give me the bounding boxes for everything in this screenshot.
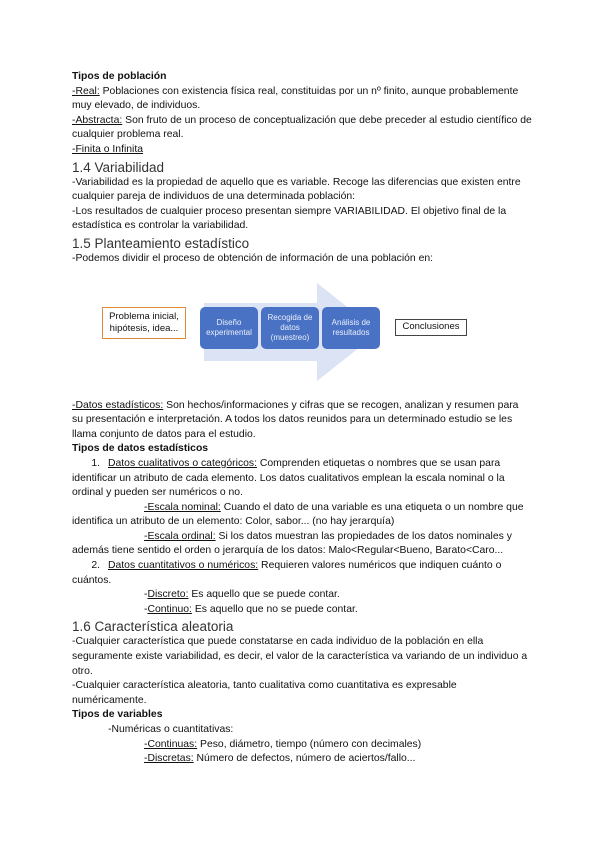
ordinal-paragraph bbox=[72, 530, 532, 559]
discreto-dash: - bbox=[144, 589, 148, 601]
real-paragraph bbox=[72, 85, 532, 114]
continuo-line bbox=[72, 603, 532, 618]
planteamiento-p1: -Podemos dividir el proceso de obtención de información de una población en: bbox=[72, 252, 434, 264]
recogida-pill: Recogida de datos (muestreo) bbox=[261, 307, 319, 349]
discretas-label: -Discretas: bbox=[144, 753, 194, 765]
variabilidad-p2: -Los resultados de cualquier proceso presentan siempre VARIABILIDAD. El objetivo final de la estadística es controlar la variabilidad. bbox=[72, 205, 507, 232]
datos-paragraph bbox=[72, 399, 532, 443]
caracteristica-heading: 1.6 Característica aleatoria bbox=[72, 619, 234, 635]
variabilidad-p1: -Variabilidad es la propiedad de aquello que es variable. Recoge las diferencias que existen entre cualquier pareja de individuos de una determinada población: bbox=[72, 176, 521, 203]
item2-paragraph bbox=[72, 559, 532, 588]
continuo-text: Es aquello que no se puede contar. bbox=[191, 603, 358, 615]
poblacion-title: Tipos de población bbox=[72, 71, 167, 82]
caracteristica-p2: -Cualquier característica aleatoria, tanto cualitativa como cuantitativa es expresable numéricamente. bbox=[72, 680, 457, 706]
conclusiones-box: Conclusiones bbox=[395, 319, 467, 336]
nominal-label: -Escala nominal: bbox=[144, 501, 221, 513]
analisis-pill: Análisis de resultados bbox=[322, 307, 380, 349]
process-diagram bbox=[72, 273, 532, 391]
item2-text: Requieren valores numéricos que indiquen cuánto o cuántos. bbox=[72, 560, 502, 586]
continuo-label: Continuo: bbox=[147, 603, 192, 615]
discreto-line bbox=[72, 588, 532, 603]
abstracta-paragraph bbox=[72, 114, 532, 143]
abstracta-label: -Abstracta: bbox=[72, 114, 123, 126]
discreto-text: Es aquello que se puede contar. bbox=[188, 589, 340, 601]
caracteristica-p1: -Cualquier característica que puede constatarse en cada individuo de la población en ella seguramente existe variabilidad, es decir, el valor de la característica va variando de un individuo a otro. bbox=[72, 636, 528, 677]
ordinal-text: Si los datos muestran las propiedades de los datos nominales y además tiene sentido el orden o jerarquía de los datos: Malo<Regular<Bueno, Barato<Caro... bbox=[72, 530, 512, 557]
tipos-datos-title: Tipos de datos estadísticos bbox=[72, 443, 209, 455]
planteamiento-heading: 1.5 Planteamiento estadístico bbox=[72, 235, 250, 251]
finita-line: -Finita o Infinita bbox=[72, 143, 144, 155]
item2-label: Datos cuantitativos o numéricos: bbox=[108, 560, 259, 572]
datos-label: -Datos estadísticos: bbox=[72, 399, 164, 411]
item1-number: 1. bbox=[91, 457, 100, 469]
item1-label: Datos cualitativos o categóricos: bbox=[108, 457, 258, 469]
item2-number: 2. bbox=[91, 560, 100, 572]
discretas-text: Número de defectos, número de aciertos/fallo... bbox=[193, 753, 416, 765]
item1-text: Comprenden etiquetas o nombres que se usan para identificar un atributo de cada elemento. Los datos cualitativos emplean la escala nominal o la ordinal y pueden ser numéricos o no. bbox=[72, 457, 505, 499]
continuas-line bbox=[72, 738, 532, 753]
item1-paragraph bbox=[72, 457, 532, 501]
discreto-label: Discreto: bbox=[147, 589, 189, 601]
tipos-variables-title: Tipos de variables bbox=[72, 709, 163, 721]
continuo-dash: - bbox=[144, 603, 148, 615]
numericas-line: -Numéricas o cuantitativas: bbox=[108, 724, 234, 735]
discretas-line bbox=[72, 752, 532, 767]
problema-box: Problema inicial, hipótesis, idea... bbox=[102, 307, 186, 339]
document-page bbox=[72, 70, 532, 767]
real-label: -Real: bbox=[72, 85, 100, 97]
nominal-text: Cuando el dato de una variable es una etiqueta o un nombre que identifica un atributo de un elemento: Color, sabor... (no hay jerarquía) bbox=[72, 501, 524, 528]
continuas-label: -Continuas: bbox=[144, 738, 198, 750]
datos-text: Son hechos/informaciones y cifras que se recogen, analizan y resumen para su presentación e interpretación. A todos los datos reunidos para un determinado estudio se les llama conjunto de datos para el estudio. bbox=[72, 399, 519, 440]
real-text: Poblaciones con existencia física real, constituidas por un nº finito, aunque probablemente muy elevado, de individuos. bbox=[72, 85, 519, 112]
nominal-paragraph bbox=[72, 501, 532, 530]
continuas-text: Peso, diámetro, tiempo (número con decimales) bbox=[197, 738, 422, 750]
abstracta-text: Son fruto de un proceso de conceptualización que debe preceder al estudio científico de cualquier problema real. bbox=[72, 114, 532, 141]
ordinal-label: -Escala ordinal: bbox=[144, 530, 216, 542]
diseno-pill: Diseño experimental bbox=[200, 307, 258, 349]
variabilidad-heading: 1.4 Variabilidad bbox=[72, 159, 165, 175]
